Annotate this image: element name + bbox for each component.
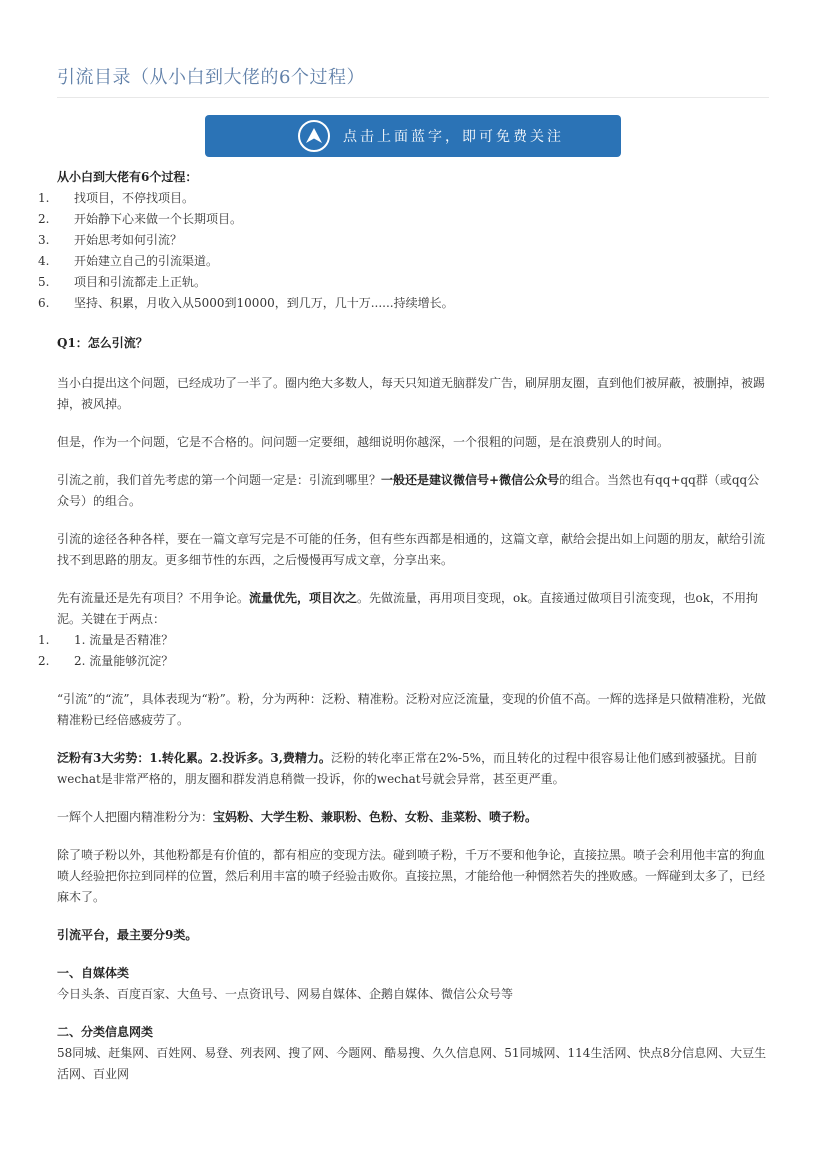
list-item xyxy=(38,251,769,272)
paragraph xyxy=(57,470,769,512)
arrow-up-circle-icon xyxy=(298,120,330,152)
paragraph-text: 的组合。当然也有qq+qq群（或qq公众号）的组合。 xyxy=(57,473,760,508)
list-item xyxy=(38,272,769,293)
list-item-text: 2. 流量能够沉淀？ xyxy=(74,654,174,668)
paragraph xyxy=(57,807,769,828)
paragraph-text: 一辉个人把圈内精准粉分为： xyxy=(57,810,214,824)
paragraph xyxy=(57,748,769,790)
list-item-text: 开始建立自己的引流渠道。 xyxy=(74,254,219,268)
paragraph: 除了喷子粉以外，其他粉都是有价值的，都有相应的变现方法。碰到喷子粉，千万不要和他争论，直接拉黑。喷子会利用他丰富的狗血喷人经验把你拉到同样的位置，然后利用丰富的喷子经验击败你。直接拉黑，才能给他一种惘然若失的挫败感。一辉碰到太多了，已经麻木了。 xyxy=(57,848,766,904)
list-number: 2. xyxy=(38,654,50,668)
emphasis-text: 宝妈粉、大学生粉、兼职粉、色粉、女粉、韭菜粉、喷子粉。 xyxy=(213,810,538,824)
title-divider xyxy=(57,97,769,98)
paragraph-text: 泛粉的转化率正常在2%-5%，而且转化的过程中很容易让他们感到被骚扰。目前wechat是非常严格的，朋友圈和群发消息稍微一投诉，你的wechat号就会异常，甚至更严重。 xyxy=(57,751,758,786)
paragraph-text: 。先做流量，再用项目变现，ok。直接通过做项目引流变现，也ok，不用拘泥。关键在于两点： xyxy=(57,591,759,626)
platforms-heading: 引流平台，最主要分9类。 xyxy=(57,928,198,942)
list-number: 5. xyxy=(38,275,50,289)
list-item-text: 坚持、积累，月收入从5000到10000，到几万，几十万......持续增长。 xyxy=(74,296,454,310)
emphasis-text: 流量优先，项目次之 xyxy=(249,591,358,605)
list-item xyxy=(38,293,769,314)
category-title: 二、分类信息网类 xyxy=(57,1025,154,1039)
points-list xyxy=(38,630,769,672)
list-number: 4. xyxy=(38,254,50,268)
list-number: 1. xyxy=(38,191,50,205)
list-item xyxy=(38,230,769,251)
category-title: 一、自媒体类 xyxy=(57,966,130,980)
list-number: 3. xyxy=(38,233,50,247)
follow-banner-label: 点击上面蓝字，即可免费关注 xyxy=(343,129,564,145)
list-item-text: 开始静下心来做一个长期项目。 xyxy=(74,212,243,226)
paragraph xyxy=(57,588,769,630)
list-item xyxy=(38,209,769,230)
emphasis-text: 一般还是建议微信号+微信公众号 xyxy=(381,473,560,487)
paragraph-text: 先有流量还是先有项目？不用争论。 xyxy=(57,591,250,605)
paragraph-text: 引流之前，我们首先考虑的第一个问题一定是：引流到哪里？ xyxy=(57,473,382,487)
steps-list xyxy=(38,188,769,314)
list-item-text: 找项目，不停找项目。 xyxy=(74,191,195,205)
list-item-text: 项目和引流都走上正轨。 xyxy=(74,275,207,289)
list-number: 1. xyxy=(38,633,50,647)
list-item xyxy=(38,651,769,672)
list-item-text: 1. 流量是否精准？ xyxy=(74,633,174,647)
paragraph: 但是，作为一个问题，它是不合格的。问问题一定要细，越细说明你越深，一个很粗的问题，是在浪费别人的时间。 xyxy=(57,435,670,449)
list-item xyxy=(38,630,769,651)
paragraph: 引流的途径各种各样，要在一篇文章写完是不可能的任务，但有些东西都是相通的，这篇文章，献给会提出如上问题的朋友，献给引流找不到思路的朋友。更多细节性的东西，之后慢慢再写成文章，分享出来。 xyxy=(57,532,766,567)
intro-heading: 从小白到大佬有6个过程： xyxy=(57,170,198,184)
paragraph: 当小白提出这个问题，已经成功了一半了。圈内绝大多数人，每天只知道无脑群发广告，刷屏朋友圈，直到他们被屏蔽，被删掉，被踢掉，被风掉。 xyxy=(57,376,766,411)
paragraph: “引流”的“流”，具体表现为“粉”。粉，分为两种：泛粉、精准粉。泛粉对应泛流量，变现的价值不高。一辉的选择是只做精准粉，光做精准粉已经倍感疲劳了。 xyxy=(57,692,766,727)
list-item-text: 开始思考如何引流？ xyxy=(74,233,183,247)
category-items: 58同城、赶集网、百姓网、易登、列表网、搜了网、今题网、酷易搜、久久信息网、51同城网、114生活网、快点8分信息网、大豆生活网、百业网 xyxy=(57,1046,767,1081)
page-title: 引流目录（从小白到大佬的6个过程） xyxy=(57,67,365,88)
list-number: 2. xyxy=(38,212,50,226)
follow-banner-button[interactable] xyxy=(205,115,621,157)
list-item xyxy=(38,188,769,209)
category-items: 今日头条、百度百家、大鱼号、一点资讯号、网易自媒体、企鹅自媒体、微信公众号等 xyxy=(57,987,514,1001)
list-number: 6. xyxy=(38,296,50,310)
q1-heading: Q1：怎么引流？ xyxy=(57,336,148,350)
article-body xyxy=(38,167,769,1085)
emphasis-text: 泛粉有3大劣势：1.转化累。2.投诉多。3,费精力。 xyxy=(57,751,331,765)
